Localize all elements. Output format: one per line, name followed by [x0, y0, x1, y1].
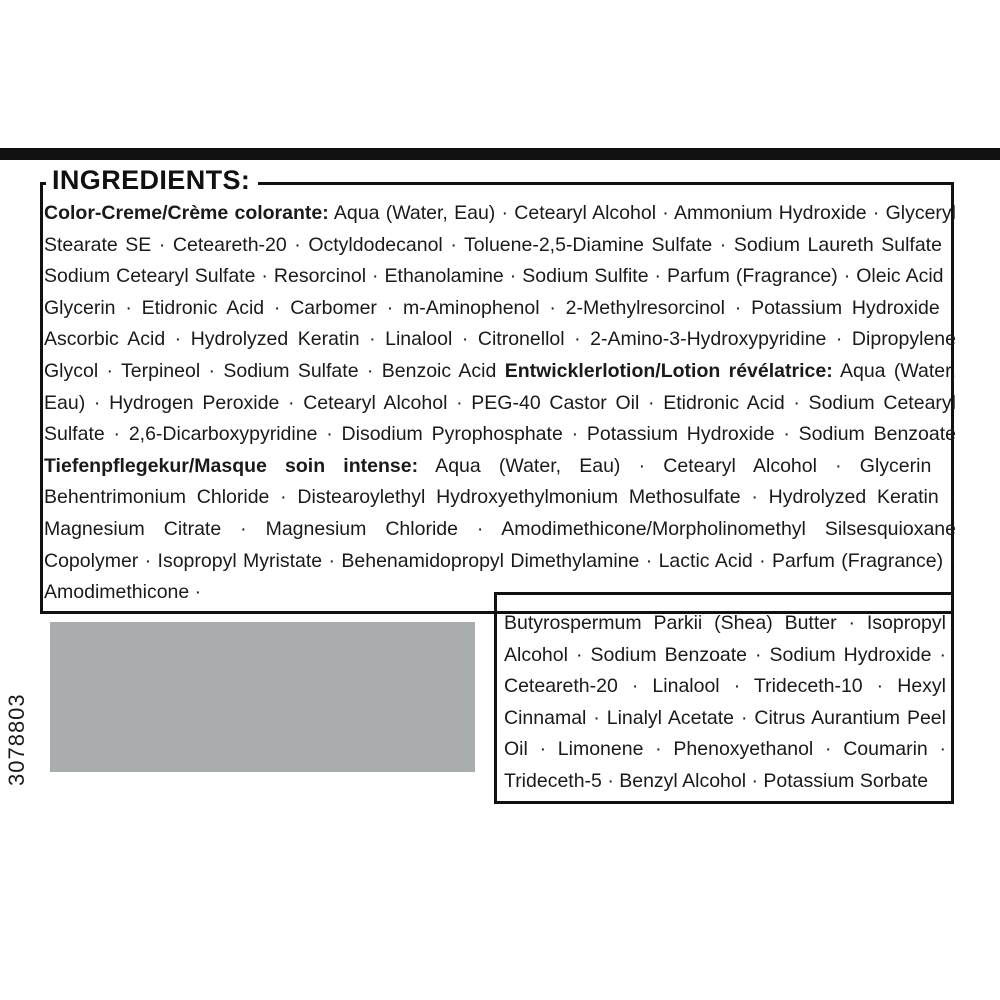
ingredients-continuation-text: Butyrospermum Parkii (Shea) Butter · Isopropyl Alcohol · Sodium Benzoate · Sodium Hydroxide · Ceteareth-20 · Linalool · Trideceth-10 · Hexyl Cinnamal · Linalyl Acetate · Citrus Aurantium Peel Oil · Limonene · Phenoxyethanol · Coumarin · Trideceth-5 · Benzyl Alcohol · Potassium Sorbate: [504, 612, 946, 792]
section-heading-intensive-mask: Tiefenpflegekur/Masque soin intense:: [44, 454, 419, 477]
product-code: 3078803: [4, 693, 29, 786]
section-text-developer-lotion: Aqua (Water, Eau) · Hydrogen Peroxide · Cetearyl Alcohol · PEG-40 Castor Oil · Etidronic Acid · Sodium Cetearyl Sulfate · 2,6-Dicarboxypyridine · Disodium Pyrophosphate · Potassium Hydroxide · Sodium Benzoate: [44, 359, 956, 446]
section-heading-developer-lotion: Entwicklerlotion/Lotion révélatrice:: [504, 359, 833, 382]
ingredients-text-block: [44, 198, 956, 609]
barcode-placeholder-block: [50, 622, 475, 772]
section-text-intensive-mask: Aqua (Water, Eau) · Cetearyl Alcohol · Glycerin · Behentrimonium Chloride · Distearoylethyl Hydroxyethylmonium Methosulfate · Hydrolyzed Keratin · Magnesium Citrate · Magnesium Chloride · Amodimethicone/Morpholinomethyl Silsesquioxane Copolymer · Isopropyl Myristate · Behenamidopropyl Dimethylamine · Lactic Acid · Parfum (Fragrance) · Amodimethicone ·: [44, 454, 956, 604]
page-title: INGREDIENTS:: [46, 164, 258, 196]
section-heading-color-creme: Color-Creme/Crème colorante:: [44, 202, 329, 224]
top-divider-rule: [0, 148, 1000, 160]
section-text-color-creme: Aqua (Water, Eau) · Cetearyl Alcohol · Ammonium Hydroxide · Glyceryl Stearate SE · Ceteareth-20 · Octyldodecanol · Toluene-2,5-Diamine Sulfate · Sodium Laureth Sulfate · Sodium Cetearyl Sulfate · Resorcinol · Ethanolamine · Sodium Sulfite · Parfum (Fragrance) · Oleic Acid · Glycerin · Etidronic Acid · Carbomer · m-Aminophenol · 2-Methylresorcinol · Potassium Hydroxide · Ascorbic Acid · Hydrolyzed Keratin · Linalool · Citronellol · 2-Amino-3-Hydroxypyridine · Dipropylene Glycol · Terpineol · Sodium Sulfate · Benzoic Acid: [44, 202, 957, 382]
